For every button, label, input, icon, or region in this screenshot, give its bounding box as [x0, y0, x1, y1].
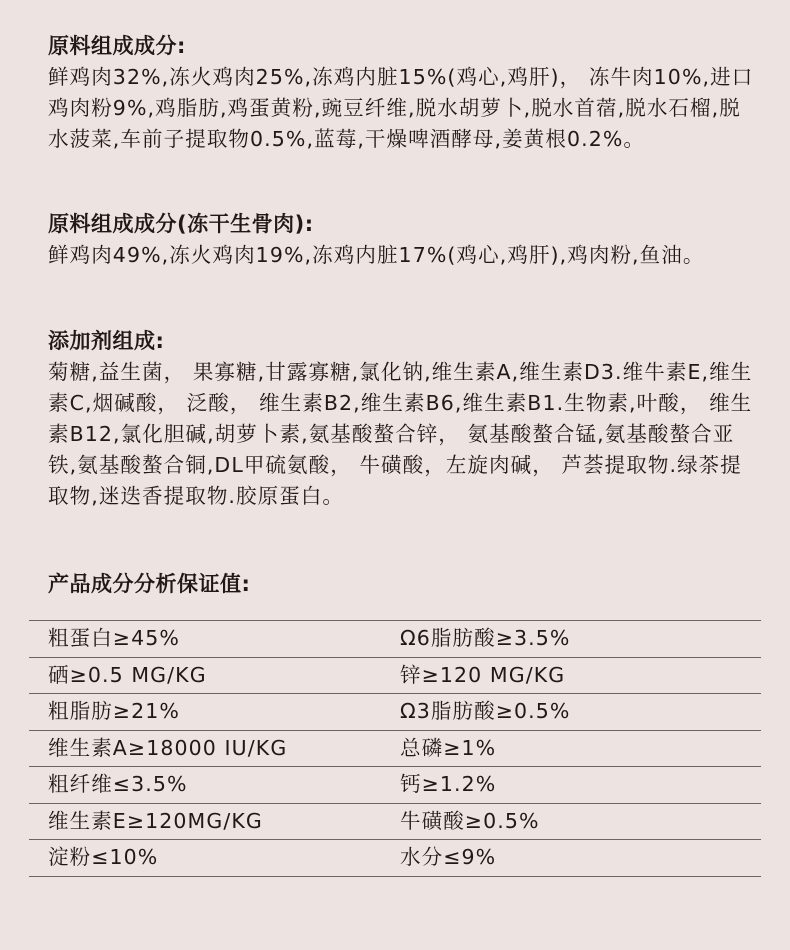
table-cell: 钙≥1.2%	[400, 772, 497, 796]
table-cell: 维生素A≥18000 IU/KG	[48, 735, 288, 760]
guaranteed-analysis-heading: 产品成分分析保证值:	[48, 572, 251, 596]
table-cell: 水分≤9%	[400, 845, 497, 869]
table-row	[29, 694, 761, 731]
table-row	[29, 621, 761, 658]
guaranteed-analysis-section	[48, 570, 760, 598]
freeze-dried-ingredients-heading: 原料组成成分(冻干生骨肉):	[48, 212, 314, 236]
table-row	[29, 767, 761, 804]
freeze-dried-ingredients-section	[48, 210, 760, 271]
table-cell: 锌≥120 MG/KG	[400, 662, 566, 687]
table-row	[29, 658, 761, 695]
additives-heading: 添加剂组成:	[48, 329, 165, 353]
table-cell: 淀粉≤10%	[48, 845, 159, 869]
ingredients-heading: 原料组成成分:	[48, 34, 186, 58]
additives-section	[48, 327, 760, 512]
table-cell: 总磷≥1%	[400, 735, 497, 760]
ingredients-text: 鲜鸡肉32%,冻火鸡肉25%,冻鸡内脏15%(鸡心,鸡肝)， 冻牛肉10%,进口鸡肉粉9%,鸡脂肪,鸡蛋黄粉,豌豆纤维,脱水胡萝卜,脱水首蓿,脱水石榴,脱水菠菜,车前子提取物0.5%,蓝莓,干燥啤酒酵母,姜黄根0.2%。	[48, 65, 754, 151]
table-row	[29, 731, 761, 768]
table-cell: Ω3脂肪酸≥0.5%	[400, 699, 571, 723]
ingredients-section	[48, 32, 760, 155]
table-row	[29, 840, 761, 877]
table-cell: 粗蛋白≥45%	[48, 626, 180, 650]
table-cell: 硒≥0.5 MG/KG	[48, 662, 207, 687]
table-row	[29, 804, 761, 841]
table-cell: 牛磺酸≥0.5%	[400, 808, 540, 833]
table-cell: 粗脂肪≥21%	[48, 699, 180, 723]
table-cell: 粗纤维≤3.5%	[48, 772, 188, 796]
freeze-dried-ingredients-text: 鲜鸡肉49%,冻火鸡肉19%,冻鸡内脏17%(鸡心,鸡肝),鸡肉粉,鱼油。	[48, 243, 705, 267]
table-cell: Ω6脂肪酸≥3.5%	[400, 626, 571, 650]
additives-text: 菊糖,益生菌， 果寡糖,甘露寡糖,氯化钠,维生素A,维生素D3.维牛素E,维生素C,烟碱酸， 泛酸， 维生素B2,维生素B6,维生素B1.生物素,叶酸， 维生素B12,氯化胆碱,胡萝卜素,氨基酸螯合锌， 氨基酸螯合锰,氨基酸螯合亚铁,氨基酸螯合铜,DL甲硫氨酸， 牛磺酸，左旋肉碱， 芦荟提取物.绿茶提取物,迷迭香提取物.胶原蛋白。	[48, 360, 753, 508]
guaranteed-analysis-table	[29, 620, 761, 877]
table-cell: 维生素E≥120MG/KG	[48, 808, 263, 833]
